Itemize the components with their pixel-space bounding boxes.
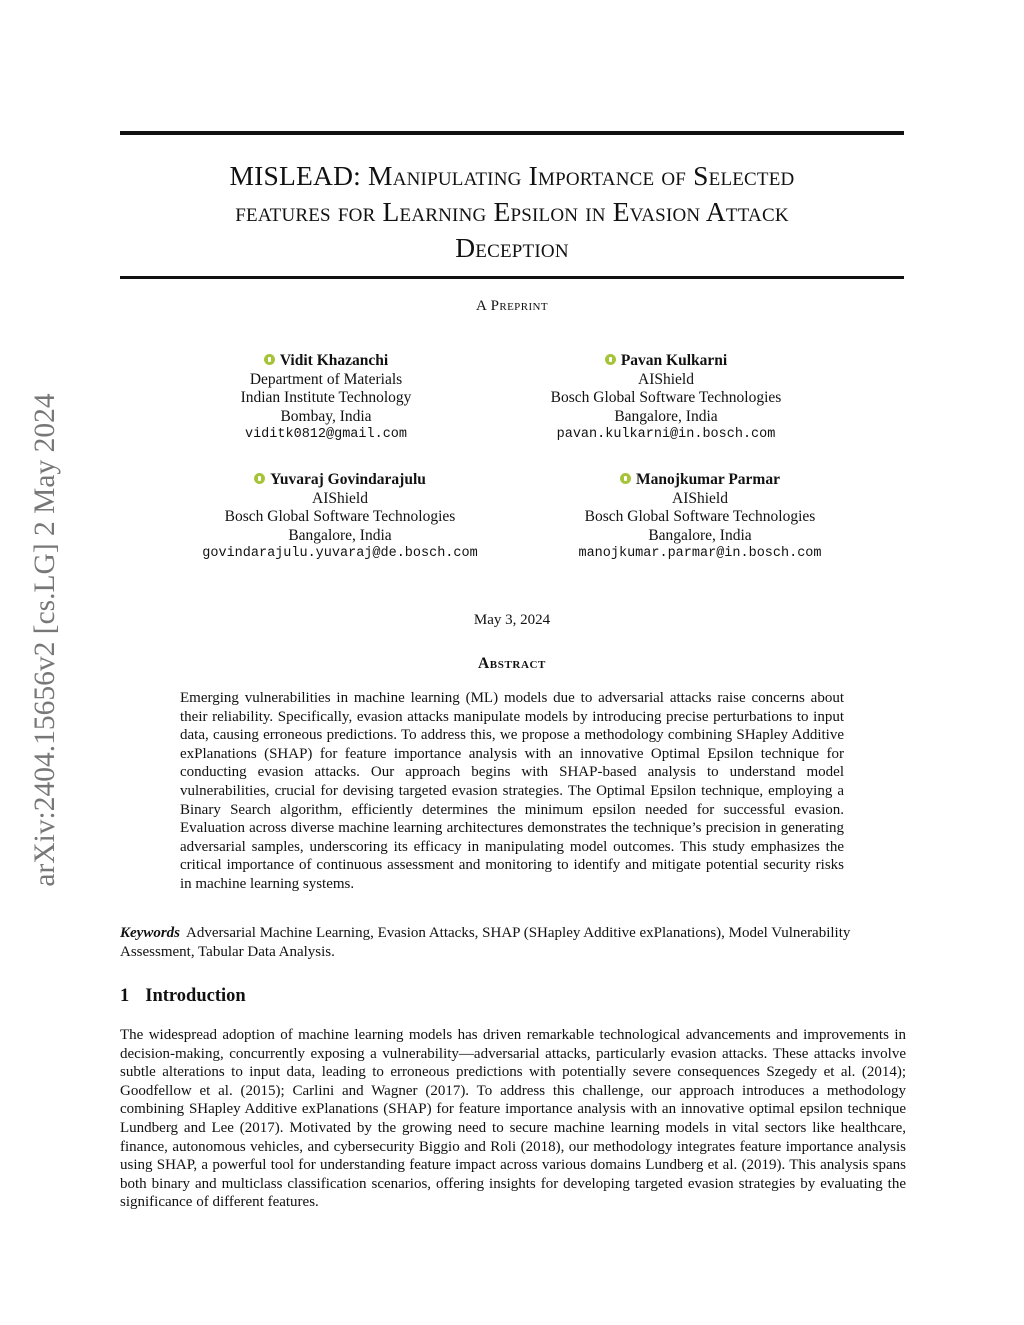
section-number: 1 [120,986,130,1006]
author-name: Yuvaraj Govindarajulu [270,471,426,488]
title-rule-bottom [120,276,904,279]
author-affiliation: Bosch Global Software Technologies [224,508,456,525]
author-affiliation: Indian Institute Technology [240,389,412,406]
arxiv-stamp-text: arXiv:2404.15656v2 [cs.LG] 2 May 2024 [29,393,61,887]
paper-date: May 3, 2024 [473,612,551,628]
author-affiliation: AIShield [672,489,728,507]
orcid-icon[interactable] [620,473,631,484]
preprint-label: A Preprint [476,298,548,314]
author-name: Pavan Kulkarni [620,352,728,369]
title-rule-top [120,131,904,135]
title-line-1: MISLEAD: Manipulating Importance of Selected [229,160,795,191]
title-line-2: features for Learning Epsilon in Evasion Attack [235,196,789,227]
author-email[interactable]: pavan.kulkarni@in.bosch.com [556,427,776,442]
author-location: Bangalore, India [648,526,752,544]
section-heading [120,986,246,1007]
author-location: Bangalore, India [288,526,392,544]
author-name: Vidit Khazanchi [279,352,389,369]
author-name: Manojkumar Parmar [636,471,780,488]
orcid-icon[interactable] [605,354,616,365]
keywords [120,924,904,961]
author-affiliation: AIShield [638,370,694,388]
introduction-body: The widespread adoption of machine learning models has driven remarkable technological advancements and improvements in decision-making, concurrently exposing a vulnerability—adversarial attacks, particularly evasion attacks. These attacks involve subtle alterations to input data, leading to erroneous predictions with potentially severe consequences Szegedy et al. (2014); Goodfellow et al. (2015); Carlini and Wagner (2017). To address this challenge, our approach introduces a methodology combining SHapley Additive exPlanations (SHAP) for feature importance analysis with an innovative optimal epsilon technique Lundberg and Lee (2017). Motivated by the growing need to secure machine learning models in vital sectors like healthcare, finance, autonomous vehicles, and cybersecurity Biggio and Roli (2018), our methodology integrates feature importance analysis using SHAP, a powerful tool for understanding feature impact across various domains Lundberg et al. (2019). This analysis spans both binary and multiclass classification scenarios, offering insights for developing targeted evasion strategies by evaluating the significance of different features. [120,1027,906,1211]
author-affiliation: AIShield [312,489,368,507]
author-email[interactable]: govindarajulu.yuvaraj@de.bosch.com [202,546,478,561]
author-location: Bombay, India [280,407,372,425]
author-location: Bangalore, India [614,407,718,425]
keywords-text: Adversarial Machine Learning, Evasion Attacks, SHAP (SHapley Additive exPlanations), Model Vulnerability Assessment, Tabular Data Analysis. [120,925,851,960]
author-block [540,471,860,564]
author-affiliation: Department of Materials [249,370,403,388]
author-affiliation: Bosch Global Software Technologies [584,508,816,525]
section-title: Introduction [145,986,246,1006]
author-email[interactable]: viditk0812@gmail.com [244,427,408,442]
orcid-icon[interactable] [264,354,275,365]
author-email[interactable]: manojkumar.parmar@in.bosch.com [578,546,822,561]
abstract-text: Emerging vulnerabilities in machine learning (ML) models due to adversarial attacks raise concerns about their reliability. Specifically, evasion attacks manipulate models by introducing precise perturbations to input data, causing erroneous predictions. To address this, we propose a methodology combining SHapley Additive exPlanations (SHAP) for feature importance analysis with an innovative Optimal Epsilon technique for conducting evasion attacks. Our approach begins with SHAP-based analysis to understand model vulnerabilities, crucial for devising targeted evasion strategies. The Optimal Epsilon technique, employing a Binary Search algorithm, efficiently determines the minimum epsilon needed for successful evasion. Evaluation across diverse machine learning architectures demonstrates the technique’s precision in generating adversarial samples, underscoring its efficacy in manipulating model outcomes. This study emphasizes the critical importance of continuous assessment and monitoring to identify and mitigate potential security risks in machine learning systems. [180,690,844,892]
orcid-icon[interactable] [254,473,265,484]
author-block [180,471,500,564]
abstract-heading: Abstract [478,655,546,672]
author-block [190,352,462,445]
paper-title [120,158,904,266]
author-affiliation: Bosch Global Software Technologies [550,389,782,406]
arxiv-stamp [28,350,64,930]
keywords-label: Keywords [120,925,180,941]
author-block [530,352,802,445]
title-line-3: Deception [455,232,569,263]
